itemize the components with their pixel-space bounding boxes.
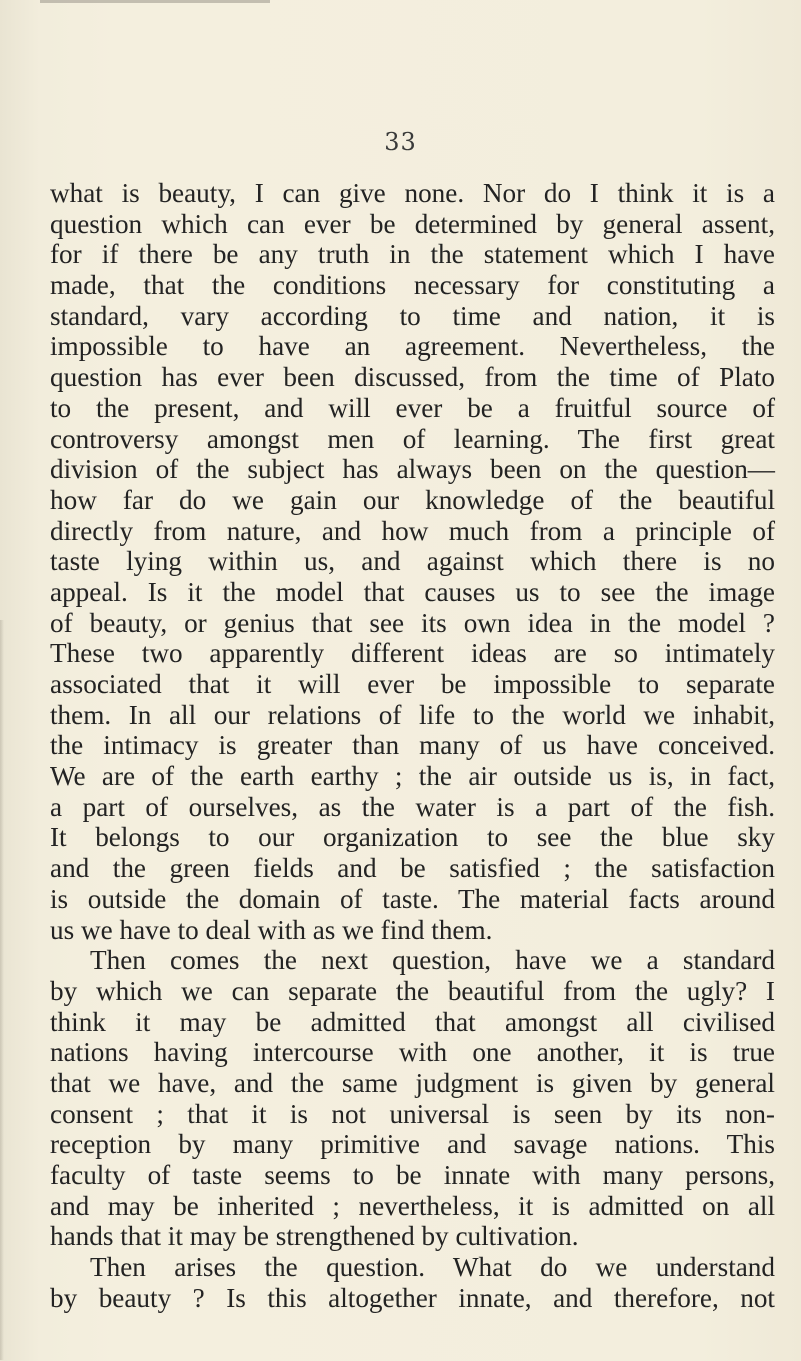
text-line: what is beauty, I can give none. Nor do I think it is a <box>50 178 775 208</box>
paragraph-start-line: Then comes the next question, have we a standard <box>90 945 775 976</box>
text-line: impossible to have an agreement. Nevertheless, the <box>50 331 775 362</box>
text-line: associated that it will ever be impossible to separate <box>50 669 775 699</box>
page-gutter-shadow <box>0 620 4 1360</box>
text-line: them. In all our relations of life to the world we inhabit, <box>50 699 775 730</box>
text-line: directly from nature, and how much from a principle of <box>50 515 775 546</box>
text-line: that we have, and the same judgment is given by general <box>50 1067 775 1098</box>
body-text <box>50 178 775 1313</box>
text-line: for if there be any truth in the statement which I have <box>50 239 775 270</box>
text-line: by which we can separate the beautiful from the ugly? I <box>50 975 775 1006</box>
text-line: appeal. Is it the model that causes us to see the image <box>50 576 775 607</box>
text-line: division of the subject has always been on the question— <box>50 454 775 485</box>
text-line: by beauty ? Is this altogether innate, and therefore, not <box>50 1282 775 1313</box>
text-line: and the green fields and be satisfied ; the satisfaction <box>50 853 775 884</box>
text-line: a part of ourselves, as the water is a part of the fish. <box>50 791 775 822</box>
text-line: taste lying within us, and against which there is no <box>50 546 775 577</box>
text-line: to the present, and will ever be a fruitful source of <box>50 392 775 423</box>
text-line: and may be inherited ; nevertheless, it is admitted on all <box>50 1190 775 1221</box>
text-line: faculty of taste seems to be innate with many persons, <box>50 1160 775 1190</box>
text-line: the intimacy is greater than many of us have conceived. <box>50 730 775 761</box>
page-number: 33 <box>384 128 417 156</box>
text-line: controversy amongst men of learning. The first great <box>50 423 775 454</box>
page-top-edge <box>40 0 270 3</box>
text-line: made, that the conditions necessary for constituting a <box>50 270 775 301</box>
text-line: consent ; that it is not universal is seen by its non- <box>50 1098 775 1129</box>
paragraph-end-line: us we have to deal with as we find them. <box>50 914 493 945</box>
text-line: question which can ever be determined by general assent, <box>50 208 775 239</box>
text-line: nations having intercourse with one another, it is true <box>50 1037 775 1068</box>
text-line: of beauty, or genius that see its own idea in the model ? <box>50 607 775 638</box>
text-line: is outside the domain of taste. The material facts around <box>50 883 775 914</box>
text-line: question has ever been discussed, from the time of Plato <box>50 362 775 393</box>
paragraph-start-line: Then arises the question. What do we understand <box>90 1252 775 1283</box>
text-line: think it may be admitted that amongst all civilised <box>50 1006 775 1037</box>
text-line: It belongs to our organization to see the blue sky <box>50 822 775 853</box>
text-line: We are of the earth earthy ; the air outside us is, in fact, <box>50 761 775 792</box>
paragraph-end-line: hands that it may be strengthened by cultivation. <box>50 1221 579 1252</box>
text-line: how far do we gain our knowledge of the beautiful <box>50 484 775 515</box>
text-line: reception by many primitive and savage nations. This <box>50 1129 775 1160</box>
text-line: These two apparently different ideas are so intimately <box>50 638 775 669</box>
text-line: standard, vary according to time and nation, it is <box>50 300 775 331</box>
